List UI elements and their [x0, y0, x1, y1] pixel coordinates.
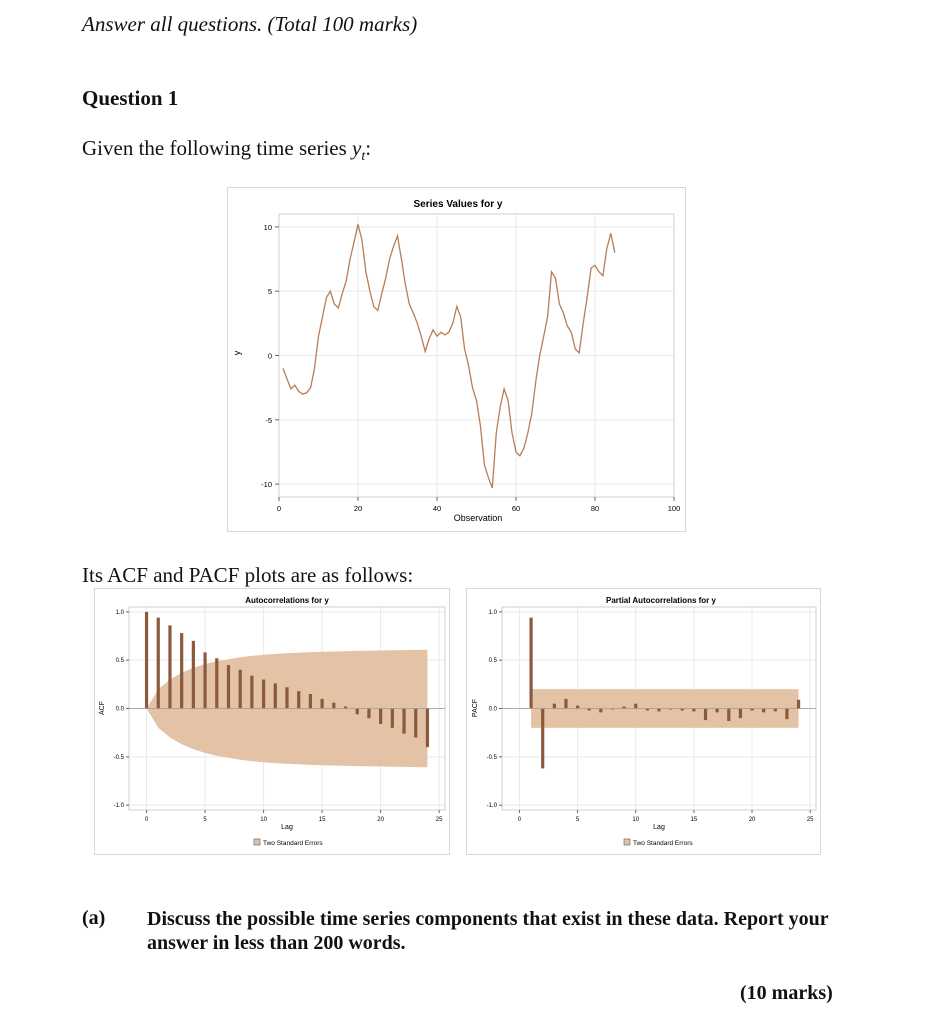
intro-text: Given the following time series	[82, 136, 353, 160]
acf-bar-lag-16	[332, 703, 335, 709]
pacf-bar-lag-4	[564, 699, 567, 709]
acf-bar-lag-21	[391, 709, 394, 728]
pacf-x-tick-label: 25	[806, 817, 814, 823]
pacf-bar-lag-22	[774, 709, 777, 712]
series-x-tick-label: 80	[590, 504, 600, 513]
acf-x-tick-label: 20	[377, 817, 384, 823]
series-chart-title: Series Values for y	[413, 199, 503, 210]
acf-bar-lag-3	[180, 633, 183, 708]
acf-bar-lag-7	[227, 665, 230, 709]
question-intro	[82, 136, 371, 165]
series-y-label: y	[232, 350, 242, 356]
acf-bar-lag-15	[321, 699, 324, 709]
pacf-chart-title: Partial Autocorrelations for y	[606, 596, 716, 605]
pacf-chart-frame	[466, 588, 821, 855]
part-a-marks: (10 marks)	[740, 982, 833, 1004]
pacf-x-label: Lag	[653, 824, 665, 831]
acf-bar-lag-11	[274, 683, 277, 708]
acf-bar-lag-10	[262, 680, 265, 709]
acf-y-tick-label: 1.0	[115, 609, 124, 616]
series-y-tick-label: 0	[267, 351, 272, 361]
acf-bar-lag-24	[426, 709, 429, 748]
acf-bar-lag-20	[379, 709, 382, 724]
series-y-tick-label: -10	[261, 480, 272, 490]
acf-y-tick-label: -0.5	[113, 754, 124, 761]
acf-x-tick-label: 5	[203, 817, 207, 823]
pacf-bar-lag-16	[704, 709, 707, 721]
acf-bar-lag-6	[215, 658, 218, 708]
pacf-bar-lag-2	[541, 709, 544, 769]
acf-chart-frame	[94, 588, 450, 855]
part-a-question: Discuss the possible time series components that exist in these data. Report your answer in less than 200 words.	[147, 908, 829, 954]
series-x-tick-label: 40	[432, 504, 442, 513]
exam-instructions: Answer all questions. (Total 100 marks)	[82, 12, 418, 36]
acf-bar-lag-22	[402, 709, 405, 734]
pacf-x-tick-label: 0	[517, 817, 522, 823]
pacf-bar-lag-15	[692, 709, 695, 712]
acf-legend-label: Two Standard Errors	[263, 840, 323, 847]
acf-y-tick-label: 0.0	[115, 706, 124, 713]
question-title: Question 1	[82, 86, 179, 110]
pacf-bar-lag-12	[657, 709, 660, 712]
pacf-bar-lag-24	[797, 700, 800, 709]
pacf-bar-lag-17	[716, 709, 719, 713]
acf-x-tick-label: 15	[318, 817, 326, 823]
series-x-tick-label: 20	[353, 504, 363, 513]
acf-bar-lag-1	[157, 618, 160, 709]
acf-x-tick-label: 10	[260, 817, 267, 823]
acf-bar-lag-18	[356, 709, 359, 715]
series-y-tick-label: 10	[263, 222, 272, 232]
part-a-label: (a)	[82, 907, 106, 929]
acf-x-tick-label: 25	[435, 817, 443, 823]
acf-bar-lag-12	[285, 687, 288, 708]
series-symbol: y	[352, 136, 362, 160]
series-values-chart	[228, 188, 685, 531]
pacf-bar-lag-3	[553, 704, 556, 709]
acf-bar-lag-0	[145, 612, 148, 709]
acf-bar-lag-8	[239, 670, 242, 709]
acf-y-tick-label: -1.0	[113, 803, 124, 810]
acf-legend-swatch	[254, 839, 260, 845]
pacf-bar-lag-19	[739, 709, 742, 719]
pacf-y-tick-label: -0.5	[486, 754, 497, 761]
pacf-legend-swatch	[624, 839, 630, 845]
pacf-y-tick-label: -1.0	[486, 803, 497, 810]
pacf-legend-label: Two Standard Errors	[633, 840, 693, 847]
pacf-x-tick-label: 15	[690, 817, 698, 823]
pacf-bar-lag-21	[762, 709, 765, 713]
acf-bar-lag-13	[297, 691, 300, 708]
acf-bar-lag-2	[168, 625, 171, 708]
pacf-bar-lag-18	[727, 709, 730, 722]
pacf-x-tick-label: 10	[632, 817, 640, 823]
series-x-tick-label: 60	[511, 504, 521, 513]
pacf-x-tick-label: 5	[575, 817, 580, 823]
series-x-tick-label: 100	[667, 504, 681, 513]
series-chart-frame	[227, 187, 686, 532]
acf-chart-title: Autocorrelations for y	[245, 596, 329, 605]
acf-y-tick-label: 0.5	[115, 658, 124, 665]
pacf-y-label: PACF	[472, 698, 479, 718]
series-y-tick-label: -5	[265, 415, 272, 425]
pacf-y-tick-label: 0.0	[488, 706, 497, 713]
series-x-tick-label: 0	[276, 504, 282, 513]
pacf-bar-lag-1	[529, 618, 532, 709]
pacf-bar-lag-23	[785, 709, 788, 720]
intro-colon: :	[365, 136, 372, 160]
acf-chart	[95, 589, 449, 854]
pacf-bar-lag-5	[576, 706, 579, 709]
acf-x-label: Lag	[281, 824, 293, 831]
acf-bar-lag-14	[309, 694, 312, 709]
acf-bar-lag-23	[414, 709, 417, 738]
acf-bar-lag-4	[192, 641, 195, 709]
series-y-tick-label: 5	[267, 287, 272, 297]
series-x-label: Observation	[453, 513, 503, 523]
pacf-x-tick-label: 20	[748, 817, 756, 823]
acf-pacf-intro: Its ACF and PACF plots are as follows:	[82, 563, 414, 587]
acf-x-tick-label: 0	[144, 817, 149, 823]
pacf-bar-lag-7	[599, 709, 602, 713]
acf-y-label: ACF	[99, 701, 106, 715]
pacf-chart	[467, 589, 820, 854]
series-line	[283, 224, 615, 488]
acf-bar-lag-5	[203, 652, 206, 708]
series-subscript: t	[361, 149, 366, 165]
acf-bar-lag-19	[367, 709, 370, 719]
pacf-y-tick-label: 0.5	[488, 658, 497, 665]
acf-bar-lag-9	[250, 676, 253, 709]
pacf-y-tick-label: 1.0	[488, 609, 497, 616]
pacf-bar-lag-10	[634, 704, 637, 709]
